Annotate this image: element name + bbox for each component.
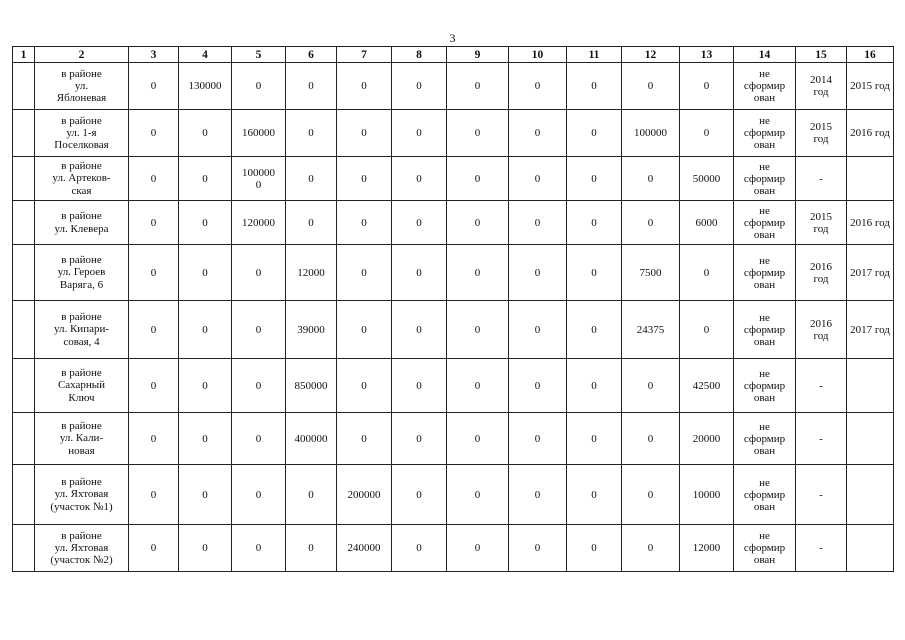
column-header: 16: [847, 47, 894, 63]
table-cell: [13, 201, 35, 245]
cell-line: ован: [753, 184, 776, 197]
table-cell: 2017 год: [847, 245, 894, 301]
table-cell: 0: [509, 201, 567, 245]
table-cell: 0: [392, 413, 447, 465]
table-cell: 0: [680, 245, 734, 301]
cell-line: не: [759, 254, 770, 267]
table-cell: 0: [680, 110, 734, 157]
table-cell: 0: [447, 525, 509, 572]
column-header: 10: [509, 47, 567, 63]
table-cell: [796, 201, 847, 245]
cell-line: сформир: [743, 127, 786, 139]
table-cell: 0: [622, 201, 680, 245]
table-row: [13, 201, 894, 245]
cell-line: 2016: [810, 260, 832, 273]
table-cell: 0: [392, 465, 447, 525]
table-cell: 0: [509, 63, 567, 110]
table-cell: [35, 157, 129, 201]
table-cell: [796, 245, 847, 301]
table-cell: 0: [567, 525, 622, 572]
cell-line: сформир: [743, 172, 786, 185]
data-table: [12, 46, 894, 572]
cell-line: год: [813, 86, 829, 98]
column-header: 14: [734, 47, 796, 63]
cell-line: новая: [68, 444, 95, 457]
column-header: 1: [13, 47, 35, 63]
table-cell: [734, 110, 796, 157]
table-cell: 0: [232, 359, 286, 413]
cell-line: ован: [753, 139, 776, 151]
cell-line: сформир: [743, 80, 786, 92]
table-row: [13, 465, 894, 525]
table-cell: [734, 359, 796, 413]
table-cell: 12000: [680, 525, 734, 572]
cell-line: в районе: [61, 529, 102, 542]
table-cell: 0: [509, 157, 567, 201]
table-cell: 2015 год: [847, 63, 894, 110]
column-header: 7: [337, 47, 392, 63]
table-cell: [796, 413, 847, 465]
column-header: 5: [232, 47, 286, 63]
cell-line: в районе: [61, 254, 102, 267]
table-row: [13, 359, 894, 413]
cell-line: в районе: [61, 311, 102, 324]
cell-line: сформир: [743, 542, 786, 554]
table-cell: [13, 413, 35, 465]
table-cell: 0: [286, 110, 337, 157]
cell-line: ская: [71, 184, 92, 197]
table-cell: [35, 201, 129, 245]
table-cell: 0: [622, 525, 680, 572]
table-cell: 200000: [337, 465, 392, 525]
table-cell: 0: [129, 157, 179, 201]
cell-line: ул.: [74, 79, 89, 92]
table-cell: 130000: [179, 63, 232, 110]
cell-line: Ключ: [68, 391, 95, 404]
table-cell: [35, 465, 129, 525]
column-header: 4: [179, 47, 232, 63]
table-cell: [35, 525, 129, 572]
table-cell: 0: [129, 359, 179, 413]
table-cell: [734, 201, 796, 245]
table-cell: [847, 465, 894, 525]
table-cell: [796, 157, 847, 201]
table-cell: 0: [447, 201, 509, 245]
table-cell: 0: [392, 63, 447, 110]
table-cell: 0: [337, 110, 392, 157]
table-cell: 0: [622, 63, 680, 110]
table-cell: [796, 301, 847, 359]
table-cell: 0: [129, 465, 179, 525]
table-cell: 0: [179, 110, 232, 157]
table-cell: [35, 413, 129, 465]
table-cell: [13, 157, 35, 201]
table-cell: 0: [179, 157, 232, 201]
table-cell: 0: [447, 110, 509, 157]
cell-line: -: [819, 542, 823, 554]
cell-line: сформир: [743, 323, 786, 336]
table-cell: 0: [286, 157, 337, 201]
table-cell: 2016 год: [847, 110, 894, 157]
cell-line: год: [813, 329, 829, 342]
cell-line: 100000: [242, 166, 275, 179]
table-cell: 0: [509, 301, 567, 359]
table-cell: [734, 63, 796, 110]
table-cell: 0: [129, 201, 179, 245]
table-cell: [847, 359, 894, 413]
table-cell: [35, 63, 129, 110]
table-cell: 50000: [680, 157, 734, 201]
cell-line: не: [759, 160, 770, 173]
table-cell: 0: [447, 413, 509, 465]
table-cell: 0: [286, 63, 337, 110]
table-cell: 0: [392, 201, 447, 245]
table-cell: 0: [232, 301, 286, 359]
table-cell: 0: [179, 301, 232, 359]
table-cell: 100000: [622, 110, 680, 157]
column-header: 8: [392, 47, 447, 63]
cell-line: совая, 4: [63, 335, 100, 348]
cell-line: 0: [255, 178, 262, 191]
column-header: 3: [129, 47, 179, 63]
table-cell: 0: [232, 413, 286, 465]
table-cell: [847, 413, 894, 465]
cell-line: сформир: [743, 488, 786, 501]
cell-line: ул. Яхтовая: [54, 488, 109, 501]
table-cell: [796, 110, 847, 157]
table-cell: [734, 157, 796, 201]
table-cell: [847, 525, 894, 572]
table-cell: 0: [567, 63, 622, 110]
page-number: 3: [449, 31, 456, 45]
cell-line: Поселковая: [54, 139, 109, 152]
cell-line: ул. Артеков-: [52, 172, 111, 185]
cell-line: год: [813, 222, 829, 235]
table-cell: 0: [392, 157, 447, 201]
table-cell: 0: [567, 201, 622, 245]
column-header: 13: [680, 47, 734, 63]
table-cell: 0: [680, 63, 734, 110]
table-cell: [13, 110, 35, 157]
table-cell: 24375: [622, 301, 680, 359]
cell-line: сформир: [743, 432, 786, 445]
table-cell: 0: [179, 413, 232, 465]
table-cell: 0: [179, 201, 232, 245]
table-cell: 0: [232, 63, 286, 110]
table-cell: [35, 359, 129, 413]
table-cell: 0: [509, 245, 567, 301]
cell-line: ован: [753, 335, 776, 348]
table-cell: 0: [129, 245, 179, 301]
table-cell: [796, 465, 847, 525]
table-cell: 12000: [286, 245, 337, 301]
table-cell: 0: [392, 359, 447, 413]
table-cell: 20000: [680, 413, 734, 465]
table-cell: 10000: [680, 465, 734, 525]
table-cell: 0: [392, 301, 447, 359]
table-cell: 0: [232, 525, 286, 572]
table-cell: [232, 157, 286, 201]
table-header-row: [13, 47, 894, 63]
table-cell: [13, 301, 35, 359]
table-cell: 0: [509, 359, 567, 413]
table-cell: 0: [509, 413, 567, 465]
column-header: 2: [35, 47, 129, 63]
cell-line: год: [813, 133, 829, 145]
table-cell: [734, 465, 796, 525]
cell-line: ован: [753, 391, 776, 404]
table-cell: 0: [129, 63, 179, 110]
table-cell: [13, 525, 35, 572]
table-cell: 2017 год: [847, 301, 894, 359]
cell-line: ул. Кипари-: [53, 323, 110, 336]
cell-line: ован: [753, 278, 776, 291]
cell-line: Варяга, 6: [59, 278, 104, 291]
table-cell: 0: [337, 157, 392, 201]
table-cell: 0: [337, 301, 392, 359]
table-cell: [796, 525, 847, 572]
table-cell: 0: [567, 465, 622, 525]
cell-line: не: [759, 420, 770, 433]
table-cell: [734, 413, 796, 465]
table-cell: 39000: [286, 301, 337, 359]
table-cell: 400000: [286, 413, 337, 465]
cell-line: в районе: [61, 160, 102, 173]
cell-line: ован: [753, 444, 776, 457]
table-cell: 6000: [680, 201, 734, 245]
cell-line: не: [759, 115, 770, 127]
cell-line: в районе: [61, 476, 102, 489]
table-row: [13, 63, 894, 110]
cell-line: год: [813, 272, 829, 285]
table-cell: 0: [567, 157, 622, 201]
cell-line: -: [819, 432, 823, 445]
cell-line: Сахарный: [57, 379, 106, 392]
table-cell: [13, 359, 35, 413]
cell-line: ован: [753, 92, 776, 104]
table-row: [13, 525, 894, 572]
table-cell: 7500: [622, 245, 680, 301]
table-cell: [734, 301, 796, 359]
cell-line: в районе: [61, 114, 102, 127]
table-cell: 0: [179, 465, 232, 525]
table-cell: 0: [286, 525, 337, 572]
table-row: [13, 413, 894, 465]
table-cell: 0: [392, 525, 447, 572]
cell-line: сформир: [743, 266, 786, 279]
cell-line: в районе: [61, 420, 102, 433]
table-cell: 0: [179, 359, 232, 413]
table-cell: 0: [337, 359, 392, 413]
table-cell: 0: [447, 157, 509, 201]
table-cell: 0: [337, 201, 392, 245]
column-header: 6: [286, 47, 337, 63]
table-row: [13, 301, 894, 359]
table-cell: 0: [129, 525, 179, 572]
table-cell: [35, 110, 129, 157]
table-cell: [35, 301, 129, 359]
table-cell: 0: [129, 413, 179, 465]
table-cell: 0: [622, 465, 680, 525]
table-cell: 0: [337, 413, 392, 465]
cell-line: Яблоневая: [56, 92, 107, 105]
cell-line: ован: [753, 554, 776, 566]
table-cell: 0: [567, 245, 622, 301]
table-cell: [13, 465, 35, 525]
table-row: [13, 157, 894, 201]
table-cell: 0: [447, 245, 509, 301]
table-cell: [847, 157, 894, 201]
table-cell: 0: [622, 413, 680, 465]
cell-line: не: [759, 367, 770, 380]
table-cell: 0: [286, 201, 337, 245]
table-cell: 0: [392, 110, 447, 157]
table-cell: 0: [567, 110, 622, 157]
table-cell: 0: [567, 301, 622, 359]
column-header: 9: [447, 47, 509, 63]
table-cell: 0: [232, 465, 286, 525]
table-cell: 42500: [680, 359, 734, 413]
table-cell: 0: [567, 413, 622, 465]
cell-line: 2015: [810, 121, 832, 133]
cell-line: 2016: [810, 317, 832, 330]
table-cell: 0: [179, 245, 232, 301]
table-cell: 0: [129, 301, 179, 359]
cell-line: в районе: [61, 210, 102, 223]
cell-line: 2015: [810, 210, 832, 223]
table-cell: [734, 245, 796, 301]
cell-line: (участок №1): [50, 500, 113, 513]
table-cell: 0: [680, 301, 734, 359]
cell-line: -: [819, 379, 823, 392]
cell-line: 2014: [810, 74, 832, 86]
table-cell: 0: [447, 465, 509, 525]
table-cell: 120000: [232, 201, 286, 245]
table-cell: [734, 525, 796, 572]
table-row: [13, 245, 894, 301]
cell-line: не: [759, 530, 770, 542]
table-cell: 0: [509, 525, 567, 572]
table-cell: 0: [286, 465, 337, 525]
table-cell: 0: [337, 63, 392, 110]
table-cell: 0: [622, 359, 680, 413]
table-cell: 0: [447, 63, 509, 110]
table-cell: 160000: [232, 110, 286, 157]
cell-line: ул. 1-я: [66, 126, 97, 139]
table-cell: 0: [232, 245, 286, 301]
cell-line: (участок №2): [50, 554, 113, 567]
table-cell: 0: [567, 359, 622, 413]
cell-line: не: [759, 68, 770, 80]
cell-line: ул. Яхтовая: [54, 541, 109, 554]
cell-line: сформир: [743, 379, 786, 392]
cell-line: ул. Кали-: [59, 432, 104, 445]
table-cell: 240000: [337, 525, 392, 572]
cell-line: -: [819, 488, 823, 501]
table-cell: [13, 63, 35, 110]
table-row: [13, 110, 894, 157]
cell-line: не: [759, 204, 770, 217]
cell-line: в районе: [61, 67, 102, 80]
cell-line: не: [759, 311, 770, 324]
cell-line: ован: [753, 228, 776, 241]
cell-line: -: [819, 172, 823, 185]
cell-line: не: [759, 476, 770, 489]
table-cell: 0: [509, 465, 567, 525]
table-cell: [35, 245, 129, 301]
cell-line: в районе: [61, 367, 102, 380]
table-cell: [13, 245, 35, 301]
column-header: 12: [622, 47, 680, 63]
table-cell: 0: [509, 110, 567, 157]
table-cell: 0: [129, 110, 179, 157]
cell-line: ован: [753, 500, 776, 513]
column-header: 15: [796, 47, 847, 63]
table-cell: 0: [447, 359, 509, 413]
table-cell: [796, 63, 847, 110]
cell-line: сформир: [743, 216, 786, 229]
table-cell: 0: [392, 245, 447, 301]
table-cell: 0: [447, 301, 509, 359]
cell-line: ул. Героев: [57, 266, 106, 279]
table-cell: 0: [179, 525, 232, 572]
table-cell: [796, 359, 847, 413]
table-cell: 2016 год: [847, 201, 894, 245]
table-cell: 0: [337, 245, 392, 301]
table-cell: 850000: [286, 359, 337, 413]
table-cell: 0: [622, 157, 680, 201]
column-header: 11: [567, 47, 622, 63]
cell-line: ул. Клевера: [54, 222, 109, 235]
